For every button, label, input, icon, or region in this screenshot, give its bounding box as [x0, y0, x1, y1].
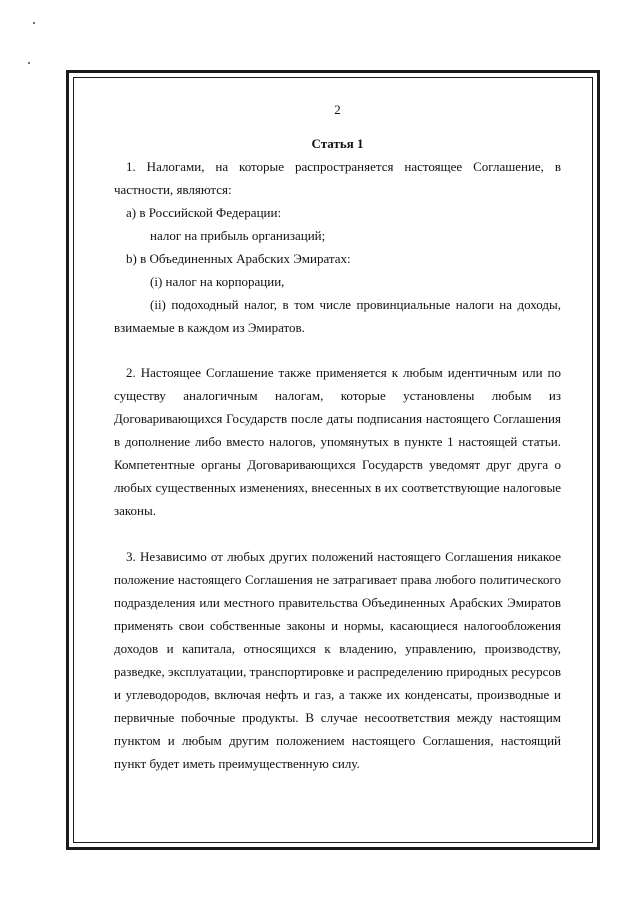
document-body [114, 98, 561, 775]
list-item-b-sub-2: (ii) подоходный налог, в том числе провинциальные налоги на доходы, взимаемые в каждом из Эмиратов. [114, 297, 561, 335]
article-title: Статья 1 [311, 136, 364, 151]
scan-speck [33, 22, 35, 24]
paragraph-3: 3. Независимо от любых других положений настоящего Соглашения никакое положение настоящего Соглашения не затрагивает права любого политического подразделения или местного правительства Объединенных Арабских Эмиратов применять свои собственные законы и нормы, касающиеся налогообложения доходов и капитала, относящихся к владению, управлению, производству, разведке, эксплуатации, транспортировке и распределению природных ресурсов и углеводородов, включая нефть и газ, а также их конденсаты, производные и первичные побочные продукты. В случае несоответствия между настоящим пунктом и любым другим положением настоящего Соглашения, настоящий пункт будет иметь преимущественную силу. [114, 549, 561, 771]
list-item-a-sub: налог на прибыль организаций; [150, 228, 326, 243]
page-number: 2 [334, 102, 341, 117]
list-item-b: b) в Объединенных Арабских Эмиратах: [126, 251, 351, 266]
list-item-b-sub-1: (i) налог на корпорации, [150, 274, 285, 289]
paragraph-2: 2. Настоящее Соглашение также применяется к любым идентичным или по существу аналогичным налогам, которые установлены любым из Договаривающихся Государств после даты подписания настоящего Соглашения в дополнение либо вместо налогов, упомянутых в пункте 1 настоящей статьи. Компетентные органы Договаривающихся Государств уведомят друг друга о любых существенных изменениях, внесенных в их соответствующие налоговые законы. [114, 365, 561, 518]
list-item-a: а) в Российской Федерации: [126, 205, 282, 220]
scan-speck [28, 62, 30, 64]
paragraph-1-intro: 1. Налогами, на которые распространяется настоящее Соглашение, в частности, являются: [114, 159, 561, 197]
